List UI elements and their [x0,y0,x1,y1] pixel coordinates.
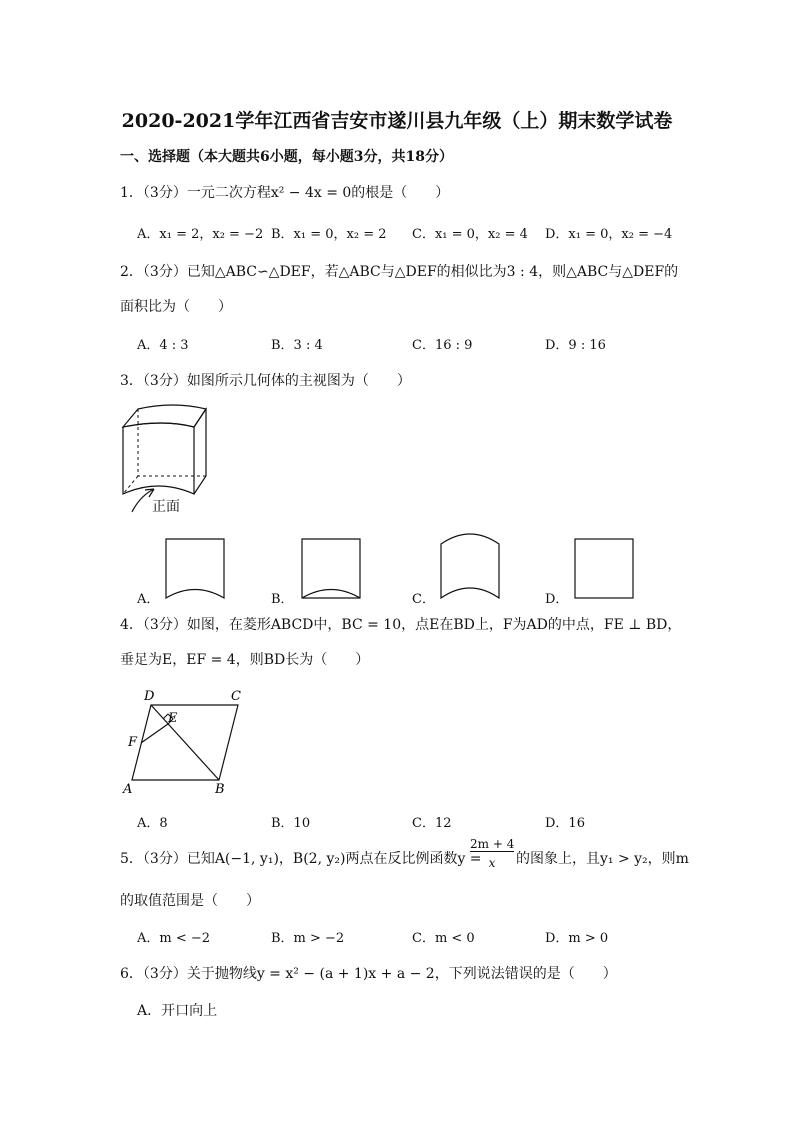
label-c: C [231,689,241,704]
q1-option-a: A．x₁ = 2，x₂ = −2 [137,227,264,242]
q5-option-c: C．m < 0 [412,931,475,946]
label-b: B [215,782,225,797]
label-f: F [128,735,138,750]
fraction-numerator: 2m + 4 [470,837,515,851]
question-6-text: 6．（3分）关于抛物线y = x² − (a + 1)x + a − 2，下列说法错误的是（ ） [120,966,617,982]
q2-option-a: A．4 : 3 [137,338,189,353]
question-4-text-line2: 垂足为E，EF = 4，则BD长为（ ） [120,652,370,668]
q1-option-d: D．x₁ = 0，x₂ = −4 [545,227,673,242]
fraction-denominator: x [488,856,496,870]
q3-option-c-figure [440,526,502,602]
question-1-text: 1．（3分）一元二次方程x² − 4x = 0的根是（ ） [120,185,450,201]
q2-option-b: B．3 : 4 [271,338,323,353]
question-2-text-line1: 2．（3分）已知△ABC∽△DEF，若△ABC与△DEF的相似比为3 : 4，则△ABC与△DEF的 [120,264,679,280]
figure-label-front: 正面 [152,499,180,515]
q4-option-d: D．16 [545,816,585,831]
question-5-text-before: 5．（3分）已知A(−1, y₁)，B(2, y₂)两点在反比例函数y = [120,851,482,867]
label-e: E [168,711,178,726]
q1-option-c: C．x₁ = 0，x₂ = 4 [412,227,528,242]
q5-option-d: D．m > 0 [545,931,609,946]
q3-option-b-figure [301,538,363,602]
q6-option-a: A．开口向上 [137,1003,218,1019]
q2-option-c: C．16 : 9 [412,338,473,353]
q3-option-a-figure [165,538,227,602]
q3-option-d-figure [574,538,636,602]
q4-option-c: C．12 [412,816,452,831]
q1-option-b: B．x₁ = 0，x₂ = 2 [271,227,387,242]
q3-option-a: A． [137,592,160,607]
q2-option-d: D．9 : 16 [545,338,606,353]
q5-option-b: B．m > −2 [271,931,345,946]
label-d: D [144,689,155,704]
label-a: A [123,782,133,797]
q5-option-a: A．m < −2 [137,931,211,946]
question-5-text-line2: 的取值范围是（ ） [120,893,260,909]
q4-option-b: B．10 [271,816,311,831]
question-5-text-after: 的图象上，且y₁ > y₂，则m [516,851,689,867]
q4-option-a: A．8 [137,816,168,831]
question-3-text: 3．（3分）如图所示几何体的主视图为（ ） [120,373,411,389]
question-2-text-line2: 面积比为（ ） [120,299,232,315]
rhombus-figure [118,684,258,799]
section-heading: 一、选择题（本大题共6小题，每小题3分，共18分） [120,149,453,165]
q3-option-d: D． [545,592,569,607]
q3-option-c: C． [412,592,435,607]
question-4-text-line1: 4．（3分）如图，在菱形ABCD中，BC = 10，点E在BD上，F为AD的中点，FE ⊥ BD， [120,617,682,633]
page-title: 2020-2021学年江西省吉安市遂川县九年级（上）期末数学试卷 [121,110,673,132]
q3-option-b: B． [271,592,294,607]
